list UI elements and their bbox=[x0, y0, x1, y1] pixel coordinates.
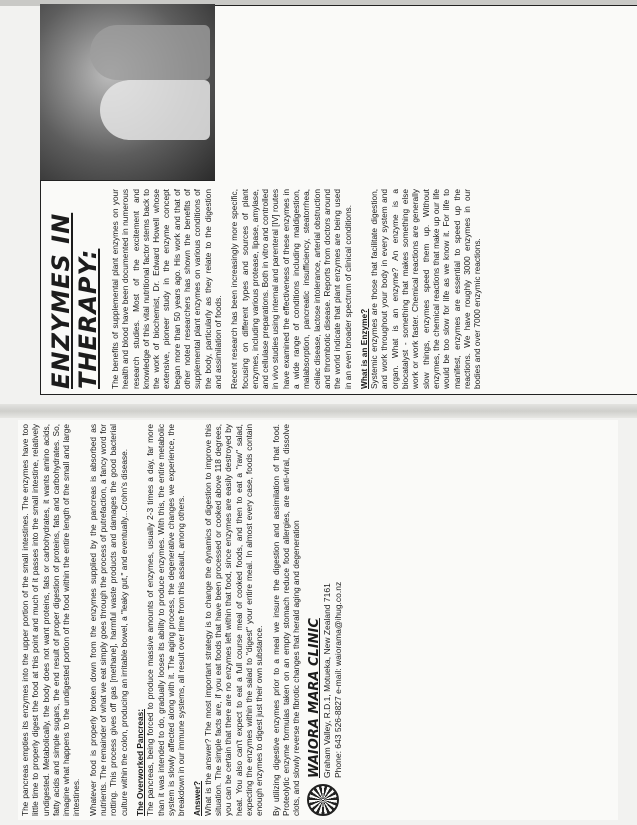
clinic-paragraph: Whatever food is properly broken down from the enzymes supplied by the pancreas is absorbed as nutrients. The remainder of what we eat simply goes through the process of putrefaction, a fancy word for rotting. This process gives off gas [methane], harmful waste products and damages the good bacterial culture within the colon, producing an irritable bowel, a "leaky gut," and eventually...Crohn's disease. bbox=[87, 424, 129, 816]
clinic-paragraph: The pancreas, being forced to produce massive amounts of enzymes, usually 2-3 times a day, far more than it was intended to do, gradually looses its ability to produce enzymes. With this, the entire metabolic system is slowly affected along with it. The aging process, the degenerative changes we experience, the breakdown in our immune systems, all result over time from this assault, among others. bbox=[145, 424, 187, 816]
photo-people-walking bbox=[40, 4, 215, 181]
clinic-page-text bbox=[20, 424, 344, 816]
clinic-address: Graham Valley, R.D.1, Motueka, New Zealand 7161 bbox=[322, 583, 333, 778]
clinic-paragraph: The pancreas empties its enzymes into the upper portion of the small intestines. The enzymes have too little time to properly digest the food at this point and much of it passes into the small intestine, relatively undigested. Metabolically, the body does not want proteins, fats or carbohydrates, it wants amino acids, fatty acids and simple sugars, the end result of proper digestion of proteins, fats and carbohydrates. So, imagine what happens to the undigested portion of the food within the entire length of the small and large intestines. bbox=[20, 424, 82, 816]
therapy-paragraph: Systemic enzymes are those that facilitate digestion, and work throughout your body in every system and organ. What is an enzyme? An enzyme is a biocatalyst - something that makes something else work or work faster. Chemical reactions are generally slow things, enzymes speed them up. Without enzymes, the chemical reactions that make up our life would be too slow for life as we know it. For life to manifest, enzymes are essential to speed up the reactions. We have roughly 3000 enzymes in our bodies and over 7000 enzymic reactions. bbox=[369, 189, 483, 389]
clinic-contact: Phone: 643 526-8827 e-mail: waiorama@ihug.co.nz bbox=[333, 581, 344, 778]
answer-heading: Answer? bbox=[192, 780, 203, 816]
therapy-paragraph: Recent research has been increasingly more specific, focusing on different types and sources of plant enzymes, including various protease, lipase, amylase, and cellulase preparations. Both in vitro and controlled in vivo studies using internal and parenteral [IV] routes have examined the effectiveness of these enzymes in a wide range of conditions including maldigestion, malabsorption, pancreatic insufficiency, steatorrhea, celiac disease, lactose intolerance, arterial obstruction and thrombotic disease. Reports from doctors around the world indicate that plant enzymes are being used in an even broader spectrum of clinical conditions. bbox=[229, 189, 353, 389]
clinic-logo-icon bbox=[307, 784, 339, 816]
photo-figure bbox=[100, 80, 210, 140]
overworked-pancreas-heading: The Overworked Pancreas: bbox=[134, 709, 145, 816]
therapy-paragraph: The benefits of supplemental plant enzymes on your health and blood have been documented in numerous research studies. Most of the excitement and knowledge of this vital nutritional factor stems back to the work of biochemist, Dr. Edward Howell whose extensive, pioneer study in the enzyme concept began more than 50 years ago. His work and that of other noted researchers has shown the benefits of supplemental plant enzymes on various conditions of the body, particularly as they relate to the digestion and assimilation of foods. bbox=[110, 189, 223, 389]
therapy-headline: ENZYMES IN THERAPY: bbox=[47, 212, 102, 389]
clinic-page bbox=[18, 420, 618, 820]
photo-figure bbox=[90, 25, 210, 80]
enzyme-question-heading: What is an Enzyme? bbox=[358, 308, 369, 389]
clinic-contact-block bbox=[307, 424, 344, 816]
clinic-name: WAIORA MARA CLINIC bbox=[307, 618, 323, 778]
clinic-paragraph: By utilizing digestive enzymes prior to a meal we insure the digestion and assimilation of that food. Proteolytic enzyme formulas taken on an empty stomach reduce food allergies, are anti-viral, dissolve clots, and slowly reverse the fibrotic changes that herald aging and degeneration bbox=[270, 424, 302, 816]
therapy-left-column bbox=[46, 189, 634, 389]
therapy-page bbox=[40, 5, 637, 395]
clinic-paragraph: What is the answer? The most important strategy is to change the dynamics of digestion to improve this situation. The simple facts are, if you eat foods that have been processed or cooked above 118 degrees, you can be certain that there are no enzymes left within that food, since enzymes are easily destroyed by heat. You also can't expect to eat a full course meal of cooked foods, and then to eat a "raw" salad, expecting the enzymes within the salad to "digest" your entire meal. In almost every case, foods contain enough enzymes to digest just their own substance. bbox=[202, 424, 265, 816]
page-fold bbox=[0, 404, 637, 418]
